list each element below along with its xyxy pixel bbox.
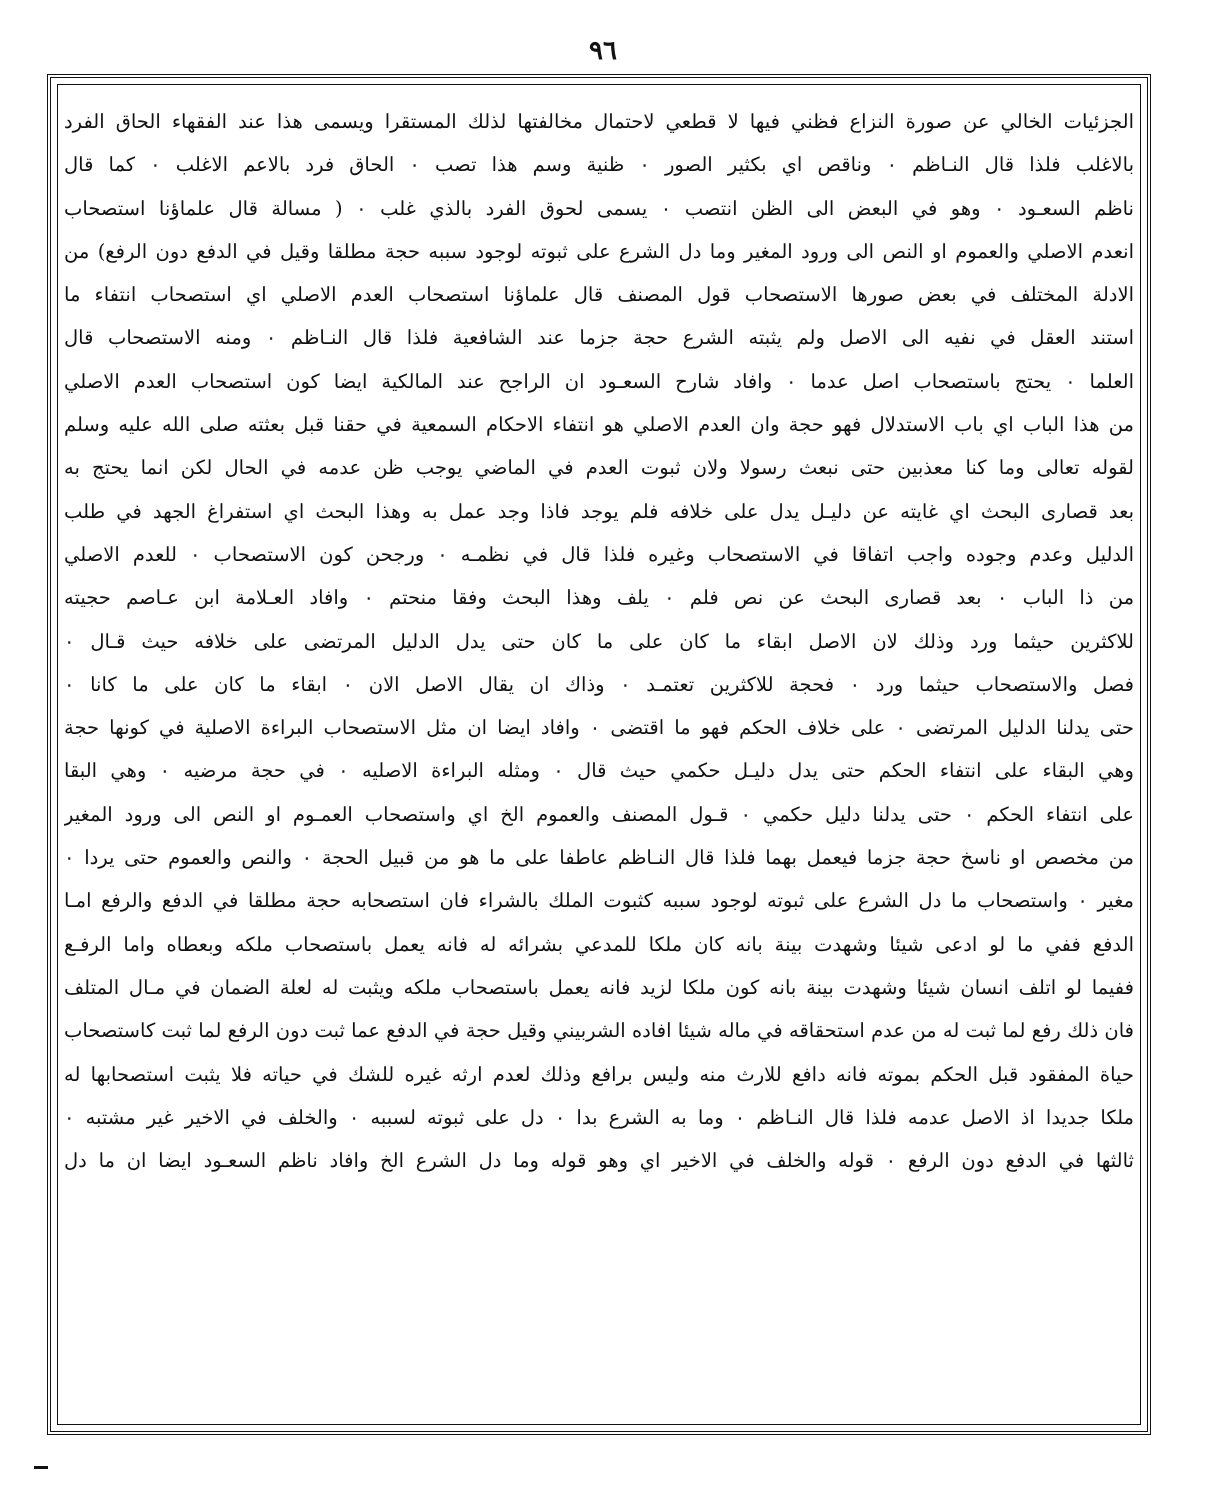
text-line: لقوله تعالى وما كنا معذبين حتى نبعث رسولا ولان ثبوت العدم في الماضي يوجب ظن عدمه في الحال لكن انما يحتج به: [64, 456, 1134, 480]
text-line: فان ذلك رفع لما ثبت له من عدم استحقاقه في ماله شيئا افاده الشربيني وقيل حجة في الدفع عما ثبت دون الرفع لما ثبت كاستصحاب: [64, 1019, 1134, 1043]
page-number: ٩٦: [589, 36, 617, 66]
text-line: ثالثها في الدفع دون الرفع ٠ قوله والخلف في الاخير اي وهو قوله وما دل الشرع الخ وافاد ناظم السعـود ايضا ان ما دل: [64, 1149, 1134, 1173]
margin-dash: [34, 1466, 48, 1469]
text-line: العلما ٠ يحتج باستصحاب اصل عدما ٠ وافاد شارح السعـود ان الراجح عند المالكية ايضا كون استصحاب العدم الاصلي: [64, 369, 1134, 393]
text-line: الدليل وعدم وجوده واجب اتفاقا في الاستصحاب وغيره فلذا قال في نظمـه ٠ ورجحن كون الاستصحاب ٠ للعدم الاصلي: [64, 542, 1134, 566]
text-line: من ذا الباب ٠ بعد قصارى البحث عن نص فلم ٠ يلف وهذا البحث وفقا منحتم ٠ وافاد العـلامة ابن عـاصم حجيته: [64, 586, 1134, 610]
text-line: من مخصص او ناسخ حجة جزما فيعمل بهما فلذا قال النـاظم عاطفا على ما هو من قبيل الحجة ٠ والنص والعموم حتى يردا ٠: [64, 846, 1134, 870]
text-line: الدفع ففي ما لو ادعى شيئا وشهدت بينة بانه كان ملكا للمدعي بشرائه له فانه يعمل باستصحاب ملكه وبعطاه واما الرفـع: [64, 932, 1134, 956]
text-line: من هذا الباب اي باب الاستدلال فهو حجة وان العدم الاصلي هو انتفاء الاحكام السمعية في حقنا قبل بعثته صلى الله عليه وسلم: [64, 413, 1134, 437]
text-body: [64, 100, 1134, 1400]
text-line: حتى يدلنا الدليل المرتضى ٠ على خلاف الحكم فهو ما اقتضى ٠ وافاد ايضا ان مثل الاستصحاب البراءة الاصلية في كونها حجة: [64, 716, 1134, 740]
text-line: انعدم الاصلي والعموم او النص الى ورود المغير وما دل الشرع على ثبوته لوجود سببه حجة مطلقا وقيل في الدفع دون الرفع) من: [64, 239, 1134, 263]
text-line: ناظم السعـود ٠ وهو في البعض الى الظن انتصب ٠ يسمى لحوق الفرد بالذي غلب ٠ ( مسالة قال علماؤنا استصحاب: [64, 196, 1134, 220]
text-line: بالاغلب فلذا قال النـاظم ٠ وناقص اي بكثير الصور ٠ ظنية وسم هذا تصب ٠ الحاق فرد بالاعم الاغلب ٠ كما قال: [64, 153, 1134, 177]
text-line: بعد قصارى البحث اي غايته عن دليـل يدل على خلافه فلم يوجد فاذا وجد عمل به وهذا البحث اي استفراغ الجهد في طلب: [64, 499, 1134, 523]
text-line: ففيما لو اتلف انسان شيئا وشهدت بينة بانه كون ملكا لزيد فانه يعمل باستصحاب ملكه ويثبت له لعلة الضمان في مـال المتلف: [64, 975, 1134, 999]
text-line: الجزئيات الخالي عن صورة النزاع فظني فيها لا قطعي لاحتمال مخالفتها لذلك المستقرا ويسمى هذا عند الفقهاء الحاق الفرد: [64, 110, 1134, 133]
text-line: فصل والاستصحاب حيثما ورد ٠ فحجة للاكثرين تعتمـد ٠ وذاك ان يقال الاصل الان ٠ ابقاء ما كان على ما كانا ٠: [64, 672, 1134, 696]
text-line: للاكثرين حيثما ورد وذلك لان الاصل ابقاء ما كان على ما كان حتى يدل الدليل المرتضى على خلافه حيث قـال ٠: [64, 629, 1134, 653]
text-line: ملكا جديدا اذ الاصل عدمه فلذا قال النـاظم ٠ وما به الشرع بدا ٠ دل على ثبوته لسببه ٠ والخلف في الاخير غير مشتبه ٠: [64, 1105, 1134, 1129]
text-line: مغير ٠ واستصحاب ما دل الشرع على ثبوته لوجود سببه كثبوت الملك بالشراء فان استصحابه حجة مطلقا في الدفع والرفع امـا: [64, 889, 1134, 913]
text-line: على انتفاء الحكم ٠ حتى يدلنا دليل حكمي ٠ قـول المصنف والعموم الخ اي واستصحاب العمـوم او النص الى ورود المغير: [64, 802, 1134, 826]
text-line: وهي البقاء على انتفاء الحكم حتى يدل دليـل حكمي حيث قال ٠ ومثله البراءة الاصليه ٠ في حجة مرضيه ٠ وهي البقا: [64, 759, 1134, 783]
text-line: حياة المفقود قبل الحكم بموته فانه دافع للارث منه وليس برافع وذلك لعدم ارثه غيره للشك في حياته فلا يثبت استصحابها له: [64, 1062, 1134, 1086]
text-line: استند العقل في نفيه الى الاصل ولم يثبته الشرع حجة جزما عند الشافعية فلذا قال النـاظم ٠ ومنه الاستصحاب قال: [64, 326, 1134, 350]
text-line: الادلة المختلف في بعض صورها الاستصحاب قول المصنف قال علماؤنا استصحاب العدم الاصلي اي استصحاب انتفاء ما: [64, 283, 1134, 307]
